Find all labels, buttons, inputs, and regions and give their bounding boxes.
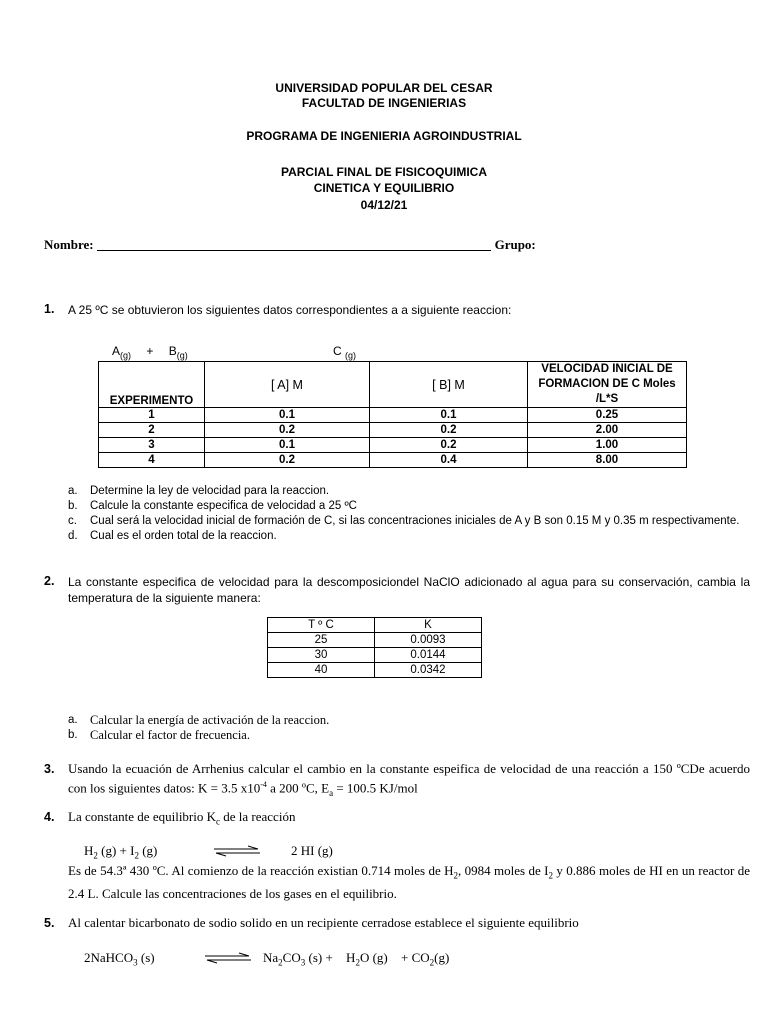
- exam-topic: CINETICA Y EQUILIBRIO: [313, 181, 455, 195]
- h2o-state: O (g): [359, 950, 388, 965]
- table-cell: 0.4: [370, 453, 528, 468]
- q2-item: [68, 728, 329, 743]
- question-5-number: 5.: [44, 916, 55, 930]
- question-4-number: 4.: [44, 810, 55, 824]
- table-cell: 0.2: [370, 423, 528, 438]
- co2-state: (g): [434, 950, 450, 965]
- table-cell: 0.1: [370, 408, 528, 423]
- item-letter: c.: [68, 515, 77, 527]
- table-cell: 0.1: [205, 408, 370, 423]
- table-cell: 40: [268, 663, 375, 678]
- question-4-text: [68, 809, 295, 830]
- h2o: H: [346, 950, 356, 965]
- eq-left-rest: (g) + I: [97, 843, 135, 858]
- nahco3-state: (s): [137, 950, 155, 965]
- kc-sub: c: [216, 816, 221, 827]
- header-experiment: EXPERIMENTO: [99, 362, 205, 408]
- i2-body-sub: 2: [548, 870, 554, 881]
- item-text: Calcule la constante especifica de velocidad a 25 ºC: [90, 500, 357, 512]
- table-row: [268, 663, 482, 678]
- nahco3-sub: 3: [133, 957, 138, 968]
- question-3-number: 3.: [44, 762, 55, 776]
- table-cell: 3: [99, 438, 205, 453]
- q4-equation: [84, 843, 157, 861]
- table-row: [268, 648, 482, 663]
- item-text: Calcular la energía de activación de la reaccion.: [90, 713, 330, 727]
- question-2-number: 2.: [44, 574, 55, 588]
- student-info: [44, 237, 536, 253]
- q1-product: [333, 344, 356, 360]
- question-5-text: Al calentar bicarbonato de sodio solido en un recipiente cerradose establece el siguiente equilibrio: [68, 915, 579, 930]
- table-cell: 0.0144: [375, 648, 482, 663]
- table-cell: 0.2: [370, 438, 528, 453]
- name-field-line[interactable]: [97, 238, 491, 251]
- question-1-items: [68, 484, 752, 544]
- faculty-name: FACULTAD DE INGENIERIAS: [301, 96, 467, 110]
- table-cell: 0.2: [205, 453, 370, 468]
- question-3-text: [68, 761, 750, 801]
- q1-item: [68, 529, 752, 544]
- table-cell: 4: [99, 453, 205, 468]
- q4-product: 2 HI (g): [291, 843, 333, 858]
- h2-body-sub: 2: [453, 870, 459, 881]
- q4-body-1: Es de 54.3ª 430 ºC. Al comienzo de la reacción existian 0.714 moles de H: [68, 863, 454, 878]
- program-name: PROGRAMA DE INGENIERIA AGROINDUSTRIAL: [246, 129, 522, 143]
- q1-item: [68, 514, 752, 529]
- item-letter: b.: [68, 500, 78, 512]
- q5-products: [263, 950, 449, 968]
- item-text: Determine la ley de velocidad para la reaccion.: [90, 485, 330, 497]
- nahco3: 2NaHCO: [84, 950, 134, 965]
- q3-text-a: Usando la ecuación de Arrhenius calcular el cambio en la constante espeifica de velocidad de una reacción a 150 ºCDe acuerdo con los siguientes datos: K = 3.5 x10: [68, 761, 750, 796]
- plus-sign: +: [146, 344, 154, 358]
- table-cell: 0.0093: [375, 633, 482, 648]
- q2-item: [68, 713, 329, 728]
- table-cell: 0.1: [205, 438, 370, 453]
- na2-sub: 2: [278, 957, 283, 968]
- na2co3: Na: [263, 950, 279, 965]
- q1-item: [68, 484, 752, 499]
- header-k: K: [375, 618, 482, 633]
- item-letter: b.: [68, 729, 78, 741]
- question-2-items: [68, 713, 329, 743]
- table-cell: 0.0342: [375, 663, 482, 678]
- h2-symbol: H: [84, 843, 94, 858]
- university-name: UNIVERSIDAD POPULAR DEL CESAR: [275, 81, 493, 95]
- equilibrium-arrow-icon: [212, 845, 262, 857]
- q3-ea-sub: a: [329, 787, 334, 798]
- q1-reaction: [112, 344, 188, 360]
- name-label: Nombre:: [44, 237, 94, 252]
- i2-sub: 2: [134, 850, 139, 861]
- q4-text: La constante de equilibrio K: [68, 809, 217, 824]
- table-cell: 2.00: [528, 423, 687, 438]
- na2co3-state: (s) +: [305, 950, 333, 965]
- table-row: [268, 633, 482, 648]
- table-row: [99, 423, 687, 438]
- item-text: Cual es el orden total de la reaccion.: [90, 530, 277, 542]
- q4-text-end: de la reacción: [220, 809, 296, 824]
- q3-text-b: a 200 ºC, E: [266, 780, 330, 796]
- table-row: [99, 453, 687, 468]
- header-conc-a: [ A] M: [205, 362, 370, 408]
- table-cell: 1: [99, 408, 205, 423]
- co2: + CO: [400, 950, 430, 965]
- reactant-a: A: [112, 344, 121, 358]
- table-cell: 0.25: [528, 408, 687, 423]
- h2-sub: 2: [93, 850, 98, 861]
- q3-exponent: -4: [260, 780, 267, 789]
- h2o-sub: 2: [355, 957, 360, 968]
- item-text: Calcular el factor de frecuencia.: [90, 728, 250, 742]
- table-cell: 8.00: [528, 453, 687, 468]
- item-text: Cual será la velocidad inicial de formación de C, si las concentraciones iniciales de A y B son 0.15 M y 0.35 m respectivamente.: [90, 515, 740, 527]
- table-cell: 1.00: [528, 438, 687, 453]
- header-conc-b: [ B] M: [370, 362, 528, 408]
- group-label: Grupo:: [494, 237, 536, 252]
- co3: CO: [282, 950, 301, 965]
- table-row: [99, 408, 687, 423]
- co2-sub: 2: [429, 957, 435, 968]
- item-letter: d.: [68, 530, 78, 542]
- item-letter: a.: [68, 485, 78, 497]
- rate-constant-table: [267, 617, 482, 678]
- equilibrium-arrow-icon: [203, 952, 253, 964]
- table-cell: 30: [268, 648, 375, 663]
- table-cell: 25: [268, 633, 375, 648]
- q3-text-c: = 100.5 KJ/mol: [333, 780, 418, 796]
- reactant-b: B: [168, 344, 177, 358]
- table-row: [99, 438, 687, 453]
- eq-left-end: (g): [138, 843, 158, 858]
- header-temperature: T º C: [268, 618, 375, 633]
- table-cell: 0.2: [205, 423, 370, 438]
- q4-body-2: , 0984 moles de I: [458, 863, 549, 878]
- product-c-state: (g): [345, 350, 357, 361]
- question-2-text: La constante especifica de velocidad para la descomposiciondel NaClO adicionado al agua para su conservación, cambia la temperatura de la siguiente manera:: [68, 575, 750, 605]
- table-cell: 2: [99, 423, 205, 438]
- reactant-b-state: (g): [176, 350, 188, 361]
- item-letter: a.: [68, 714, 78, 726]
- q4-body: [68, 862, 750, 902]
- q1-item: [68, 499, 752, 514]
- question-1-text: A 25 ºC se obtuvieron los siguientes datos correspondientes a a siguiente reaccion:: [68, 303, 512, 317]
- header-velocity: VELOCIDAD INICIAL DE FORMACION DE C Moles /L*S: [528, 362, 687, 408]
- kinetics-data-table: [98, 361, 687, 468]
- co3-sub: 3: [300, 957, 306, 968]
- exam-title: PARCIAL FINAL DE FISICOQUIMICA: [280, 165, 487, 179]
- question-1-number: 1.: [44, 302, 55, 316]
- exam-date: 04/12/21: [360, 198, 408, 212]
- product-c: C: [333, 344, 342, 358]
- reactant-a-state: (g): [120, 350, 132, 361]
- q4-body-3: y 0.886 moles de HI en un reactor de 2.4 L. Calcule las concentraciones de los gases en el equilibrio.: [68, 863, 750, 901]
- q5-reactant: [84, 950, 155, 968]
